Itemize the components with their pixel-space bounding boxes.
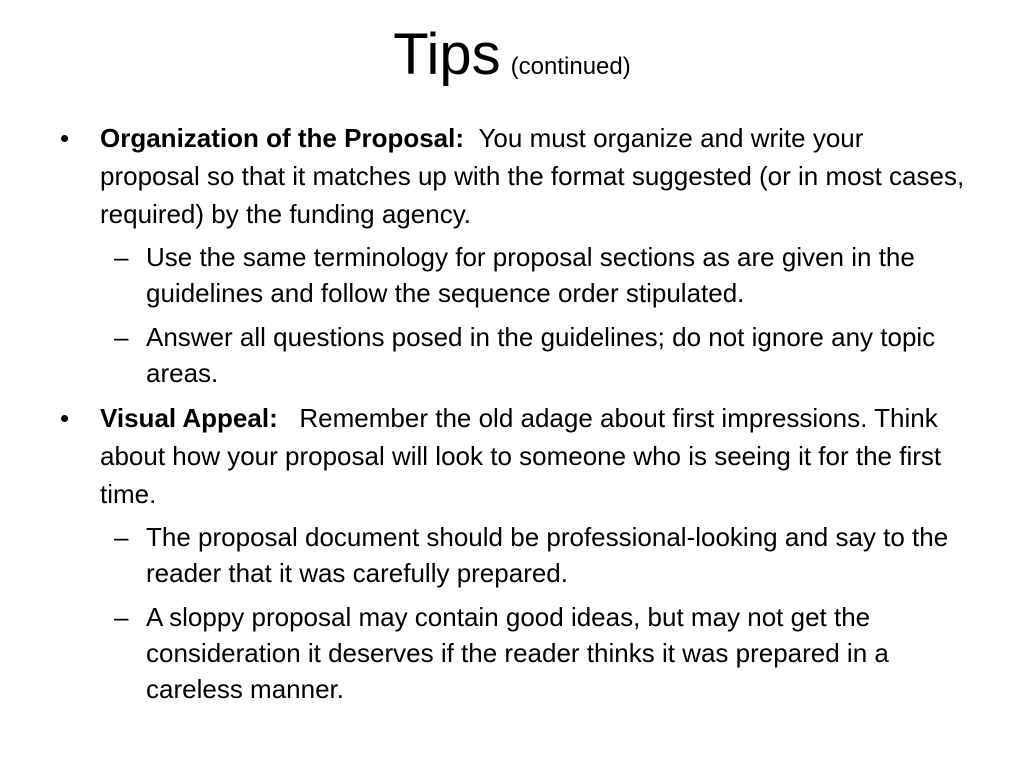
slide-title-main: Tips [393,22,501,87]
sub-bullet-marker: – [114,522,129,552]
sub-bullet-marker: – [114,322,129,352]
bullet-marker: • [60,403,70,433]
sub-bullet-text: Answer all questions posed in the guidelines; do not ignore any topic areas. [146,322,936,388]
sub-bullet-answer-questions [0,319,966,391]
sub-bullet-professional [0,519,966,591]
slide-body [0,119,1024,715]
sub-bullet-sloppy [0,599,966,707]
bullet-marker: • [60,123,70,153]
slide-title-sub: (continued) [510,53,631,80]
sub-bullet-marker: – [114,242,129,272]
sub-bullet-text: Use the same terminology for proposal sections as are given in the guidelines and follow the sequence order stipulated. [146,242,915,308]
bullet-visual-appeal [0,399,970,513]
slide-title [0,22,1024,87]
bullet-text: You must organize and write your proposal so that it matches up with the format suggested (or in most cases, required) by the funding agency. [100,123,965,229]
sub-bullet-marker: – [114,602,129,632]
bullet-text: Remember the old adage about first impressions. Think about how your proposal will look to someone who is seeing it for the first time. [100,403,942,509]
sub-bullet-text: The proposal document should be professional-looking and say to the reader that it was carefully prepared. [146,522,949,588]
sub-bullet-text: A sloppy proposal may contain good ideas, but may not get the consideration it deserves if the reader thinks it was prepared in a careless manner. [146,602,889,704]
bullet-heading: Visual Appeal: [100,403,278,433]
bullet-heading: Organization of the Proposal: [100,123,465,153]
bullet-organization [0,119,970,233]
sub-bullet-terminology [0,239,966,311]
